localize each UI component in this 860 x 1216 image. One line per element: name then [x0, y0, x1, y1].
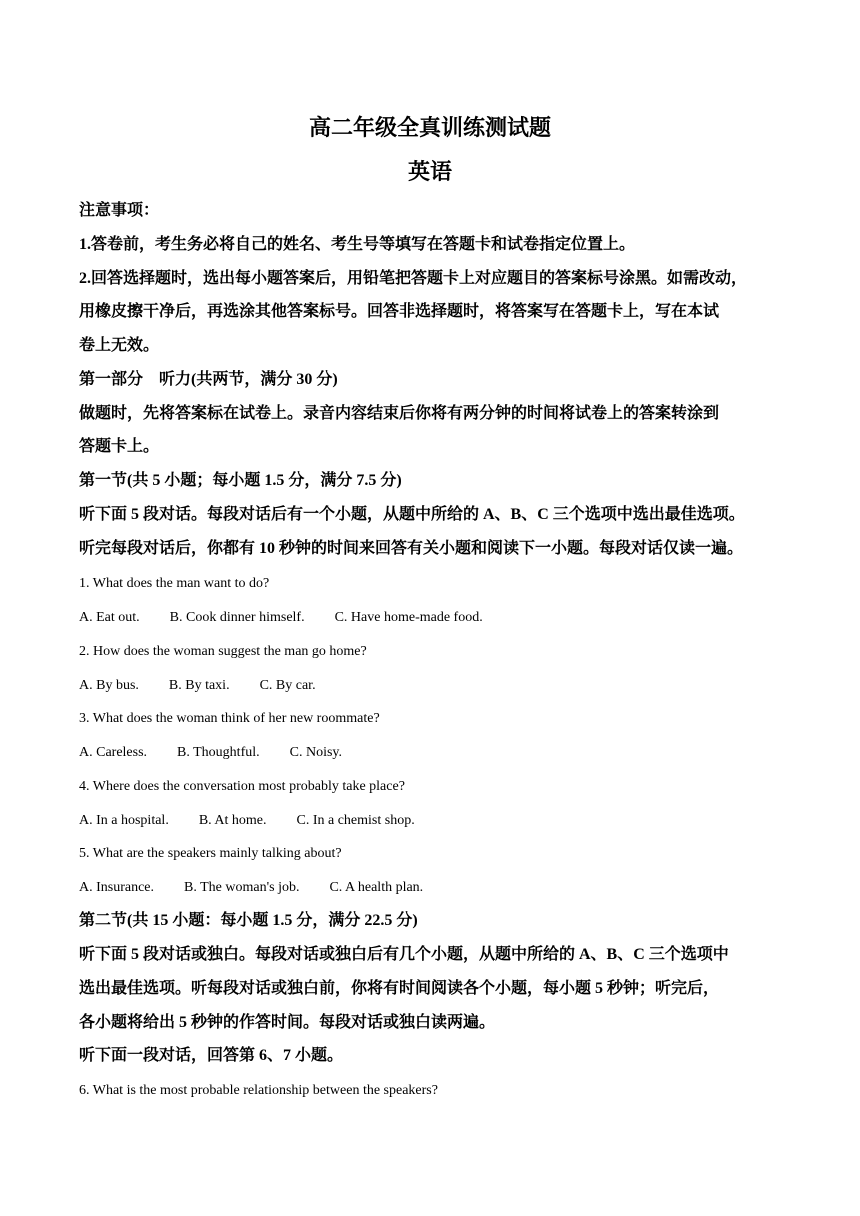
section2-instruction: 听下面 5 段对话或独白。每段对话或独白后有几个小题，从题中所给的 A、B、C 三个选项中 [79, 946, 729, 963]
question-options [79, 607, 513, 629]
option-a: A. Careless. [79, 745, 148, 760]
section2-heading: 第二节(共 15 小题：每小题 1.5 分，满分 22.5 分) [79, 912, 418, 929]
question-options [79, 742, 372, 764]
section1-instruction: 听下面 5 段对话。每段对话后有一个小题，从题中所给的 A、B、C 三个选项中选出最佳选项。 [79, 506, 745, 523]
option-a: A. By bus. [79, 678, 139, 693]
option-c: C. By car. [259, 678, 316, 693]
option-c: C. Have home-made food. [334, 610, 483, 625]
option-a: A. In a hospital. [79, 813, 169, 828]
option-b: B. By taxi. [168, 678, 230, 693]
option-c: C. Noisy. [289, 745, 343, 760]
notice-line: 卷上无效。 [79, 337, 160, 354]
question-stem: 5. What are the speakers mainly talking about? [79, 846, 342, 861]
part1-instruction: 做题时，先将答案标在试卷上。录音内容结束后你将有两分钟的时间将试卷上的答案转涂到 [79, 405, 720, 422]
part1-heading: 第一部分 听力(共两节，满分 30 分) [79, 371, 338, 388]
question-stem: 3. What does the woman think of her new roommate? [79, 711, 380, 726]
option-c: C. In a chemist shop. [296, 813, 415, 828]
dialog-intro: 听下面一段对话，回答第 6、7 小题。 [79, 1047, 344, 1064]
option-a: A. Insurance. [79, 880, 155, 895]
notice-heading: 注意事项： [79, 202, 160, 219]
option-c: C. A health plan. [329, 880, 424, 895]
notice-line: 2.回答选择题时，选出每小题答案后，用铅笔把答题卡上对应题目的答案标号涂黑。如需改动， [79, 270, 748, 287]
section1-instruction: 听完每段对话后，你都有 10 秒钟的时间来回答有关小题和阅读下一小题。每段对话仅读一遍。 [79, 540, 744, 557]
part1-instruction: 答题卡上。 [79, 438, 160, 455]
question-stem: 4. Where does the conversation most probably take place? [79, 779, 405, 794]
question-stem: 6. What is the most probable relationship between the speakers? [79, 1083, 438, 1098]
question-options [79, 675, 346, 697]
subject-title: 英语 [407, 159, 452, 184]
question-options [79, 810, 445, 832]
option-b: B. Thoughtful. [177, 745, 260, 760]
option-b: B. Cook dinner himself. [169, 610, 305, 625]
question-stem: 1. What does the man want to do? [79, 576, 270, 591]
section2-instruction: 选出最佳选项。听每段对话或独白前，你将有时间阅读各个小题，每小题 5 秒钟；听完后， [79, 980, 720, 997]
question-options [79, 877, 453, 899]
option-b: B. At home. [198, 813, 267, 828]
notice-line: 1.答卷前，考生务必将自己的姓名、考生号等填写在答题卡和试卷指定位置上。 [79, 236, 636, 253]
option-b: B. The woman's job. [184, 880, 300, 895]
section2-instruction: 各小题将给出 5 秒钟的作答时间。每段对话或独白读两遍。 [79, 1014, 496, 1031]
question-stem: 2. How does the woman suggest the man go home? [79, 644, 367, 659]
page-title: 高二年级全真训练测试题 [308, 115, 551, 140]
notice-line: 用橡皮擦干净后，再选涂其他答案标号。回答非选择题时，将答案写在答题卡上，写在本试 [79, 303, 720, 320]
section1-heading: 第一节(共 5 小题；每小题 1.5 分，满分 7.5 分) [79, 472, 402, 489]
option-a: A. Eat out. [79, 610, 140, 625]
